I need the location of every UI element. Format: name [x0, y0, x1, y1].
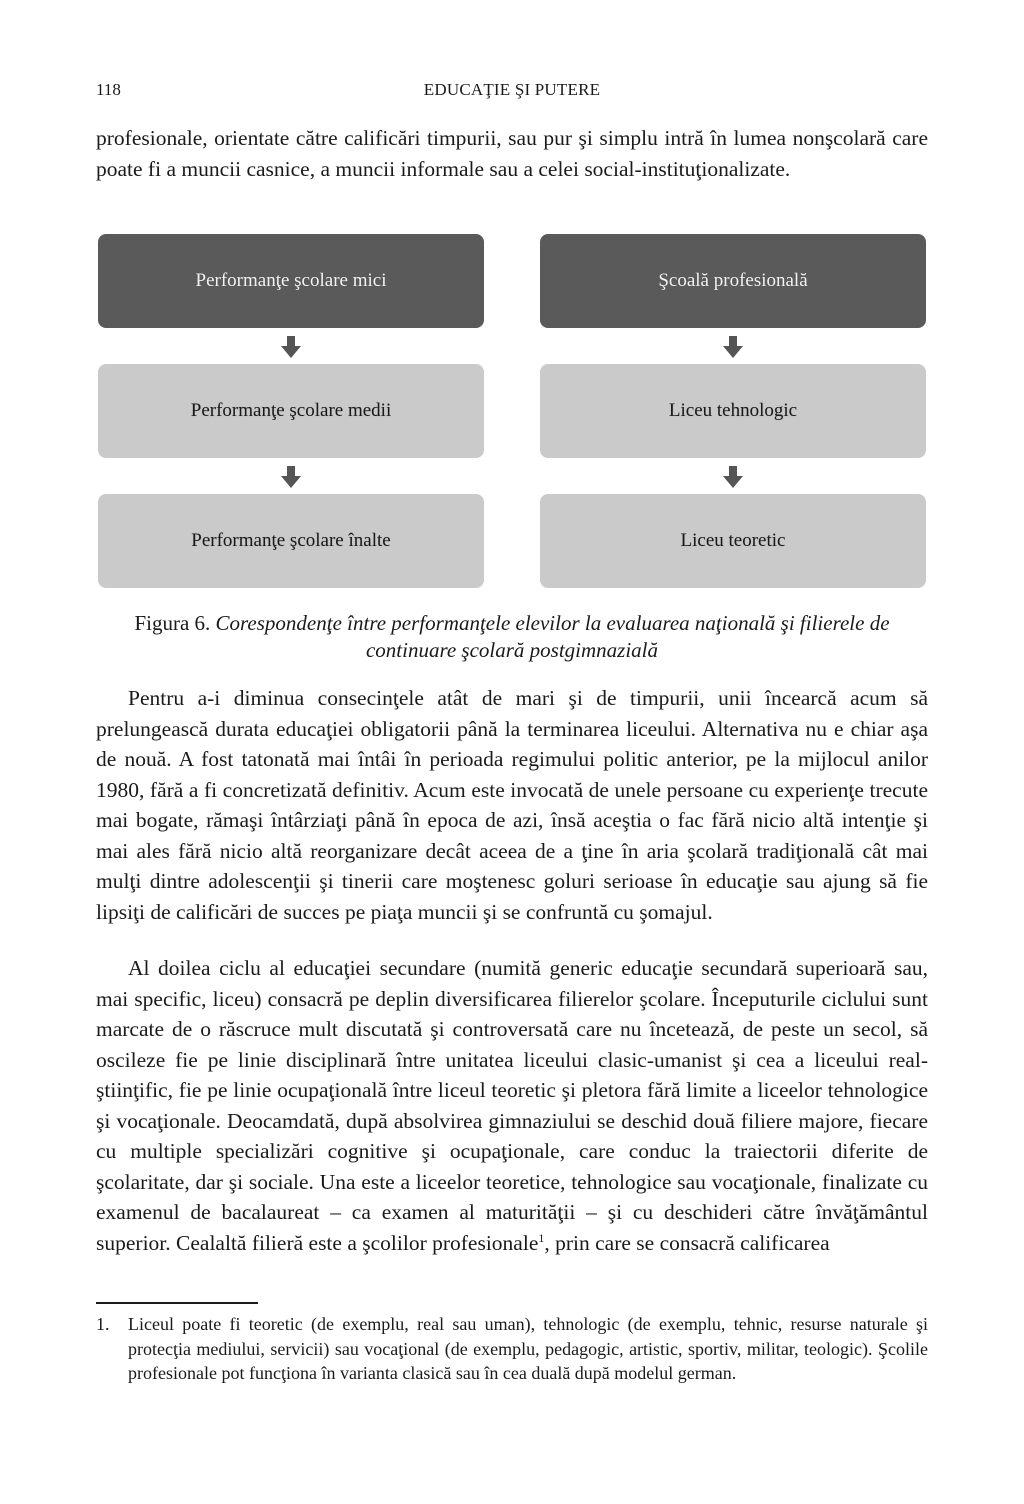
box-technological-highschool [540, 364, 926, 458]
caption-title: Corespondenţe între performanţele elevilor la evaluarea naţională şi filierele de continuare şcolară postgimnazială [215, 611, 890, 662]
footnote [96, 1312, 928, 1386]
footnote-number: 1. [96, 1314, 110, 1334]
performance-column [98, 234, 484, 589]
box-high-performance [98, 494, 484, 588]
school-track-column [540, 234, 926, 589]
arrow-down-icon [281, 336, 301, 358]
arrow-down-icon [281, 466, 301, 488]
box-label: Performanţe şcolare medii [190, 400, 392, 421]
box-label: Şcoală profesională [658, 270, 808, 291]
box-label: Performanţe şcolare mici [195, 270, 387, 291]
paragraph-compulsory-education: Pentru a-i diminua consecinţele atât de mari şi de timpurii, unii încearcă acum să prelungească durata educaţiei obligatorii până la terminarea liceului. Alternativa nu e chiar aşa de nouă. A fost tatonată mai întâi în perioada regimului politic anterior, pe la mijlocul anilor 1980, fără a fi concretizată definitiv. Acum este invocată de unele persoane cu experienţe trecute mai bogate, rămaşi întârziaţi până în epoca de azi, însă aceştia o fac fără nicio altă intenţie şi mai ales fără nicio altă reorganizare decât aceea de a ţine în aria şcolară tradiţională cât mai mulţi dintre adolescenţii şi tinerii care moştenesc goluri serioase în educaţie sau ajung să fie lipsiţi de calificări de succes pe piaţa muncii şi se confruntă cu şomajul. [96, 686, 928, 924]
paragraph-text: Al doilea ciclu al educaţiei secundare (numită generic educaţie secundară superioară sau, mai specific, liceu) consacră pe deplin diversificarea filierelor şcolare. Începuturile ciclului sunt marcate de o răscruce mult discutată şi controversată care nu încetează, de peste un secol, să oscileze fie pe linie disciplinară între unitatea liceului clasic-umanist şi cea a liceului real-ştiinţific, fie pe linie ocupaţională între liceul teoretic şi pletora fără limite a liceelor tehnologice şi vocaţionale. Deocamdată, după absolvirea gimnaziului se deschid două filiere majore, fiecare cu multiple specializări cognitive şi ocupaţionale, care conduc la traiectorii diferite de şcolaritate, dar şi sociale. Una este a liceelor teoretice, tehnologice sau vocaţionale, finalizate cu examenul de bacalaureat – ca examen al maturităţii – şi cu deschideri către învăţământul superior. Cealaltă filieră este a şcolilor profesionale [96, 956, 928, 1255]
box-medium-performance [98, 364, 484, 458]
running-head: EDUCAŢIE ŞI PUTERE [423, 80, 601, 99]
box-low-performance [98, 234, 484, 328]
page-number: 118 [96, 80, 121, 99]
arrow-down-icon [723, 466, 743, 488]
box-label: Performanţe şcolare înalte [191, 530, 391, 551]
footnote-divider [96, 1302, 258, 1304]
arrow-down-icon [723, 336, 743, 358]
paragraph-text-tail: , prin care se consacră calificarea [544, 1230, 830, 1255]
figure-caption [96, 610, 928, 664]
footnote-text: Liceul poate fi teoretic (de exemplu, real sau uman), tehnologic (de exemplu, tehnic, resurse naturale şi protecţia mediului, servicii) sau vocaţional (de exemplu, pedagogic, artistic, sportiv, militar, teologic). Şcolile profesionale pot funcţiona în varianta clasică sau în cea duală după modelul german. [128, 1314, 928, 1383]
paragraph-continued: profesionale, orientate către calificări timpurii, sau pur şi simplu intră în lumea nonşcolară care poate fi a muncii casnice, a muncii informale sau a celei social-instituţionalizate. [96, 126, 928, 181]
box-label: Liceu tehnologic [668, 400, 798, 421]
box-theoretical-highschool [540, 494, 926, 588]
caption-prefix: Figura 6. [134, 611, 216, 635]
footnote-reference[interactable]: 1 [538, 1230, 545, 1245]
flow-diagram [98, 234, 926, 589]
box-vocational-school [540, 234, 926, 328]
paragraph-upper-secondary [96, 953, 928, 1258]
box-label: Liceu teoretic [680, 530, 786, 551]
